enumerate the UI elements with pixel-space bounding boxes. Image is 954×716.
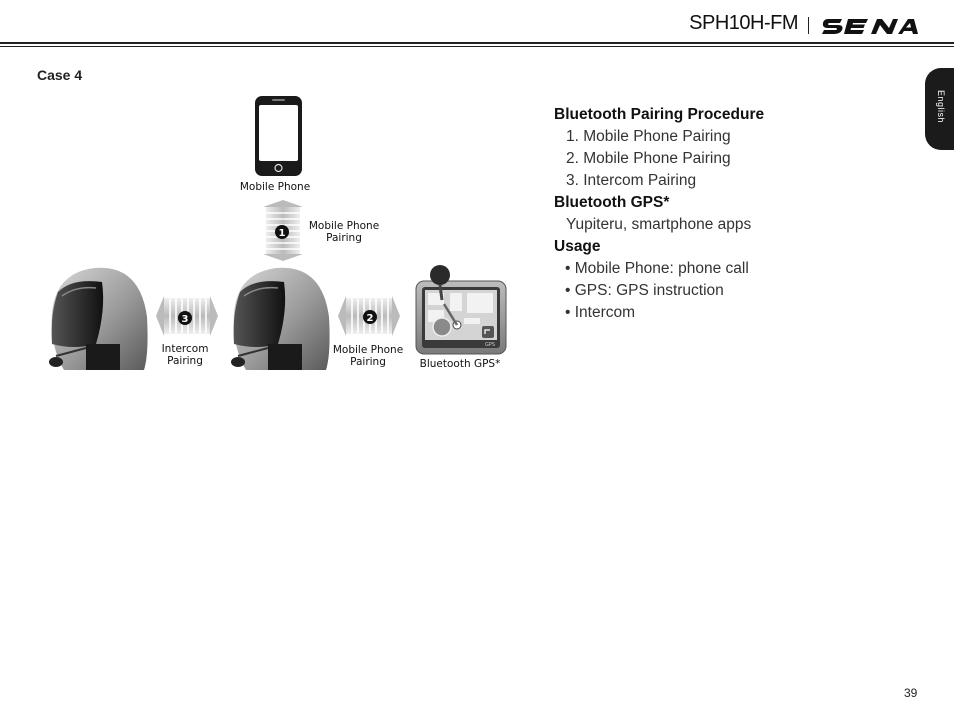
pairing-procedure-heading: Bluetooth Pairing Procedure (554, 106, 765, 123)
header-separator (808, 17, 809, 34)
gps-label: Bluetooth GPS* (419, 358, 501, 370)
helmet-icon-left (49, 268, 148, 370)
case-title: Case 4 (37, 67, 83, 83)
bullet-glyph: • (565, 282, 571, 299)
step-badge-2 (363, 310, 377, 324)
mobile-phone-label: Mobile Phone (239, 181, 311, 193)
step-badge-3 (178, 311, 192, 325)
bullet-glyph: • (565, 304, 571, 321)
step1-label-line2: Pairing (326, 232, 362, 244)
step2-label (326, 344, 410, 368)
language-tab (925, 68, 954, 150)
gps-heading: Bluetooth GPS* (554, 194, 670, 211)
step1-label (302, 220, 386, 244)
usage-item (554, 280, 894, 302)
pairing-step: 2. Mobile Phone Pairing (566, 150, 731, 167)
language-label: English (936, 90, 946, 124)
step3-label-line1: Intercom (161, 343, 209, 355)
svg-text:3: 3 (181, 314, 189, 325)
gps-screen-text: GPS (485, 342, 496, 348)
pairing-info (554, 104, 894, 324)
step2-label-line2: Pairing (350, 356, 386, 368)
step2-label-line1: Mobile Phone (332, 344, 404, 356)
usage-item-text: Intercom (574, 304, 636, 321)
pairing-diagram (44, 92, 514, 377)
usage-heading: Usage (554, 238, 601, 255)
header-rule-thin (0, 46, 954, 47)
pairing-step: 1. Mobile Phone Pairing (566, 128, 731, 145)
header-rule (0, 42, 954, 44)
step1-label-line1: Mobile Phone (308, 220, 380, 232)
usage-item (554, 302, 894, 324)
usage-item-text: GPS: GPS instruction (574, 282, 724, 299)
page-number: 39 (904, 686, 918, 700)
gps-value: Yupiteru, smartphone apps (566, 216, 752, 233)
mobile-phone-icon (255, 96, 302, 176)
sena-logo (822, 14, 918, 36)
usage-item (554, 258, 894, 280)
gps-device-icon (416, 265, 506, 354)
svg-text:2: 2 (366, 313, 374, 324)
product-title: SPH10H-FM (689, 12, 798, 34)
svg-text:1: 1 (278, 228, 286, 239)
bullet-glyph: • (565, 260, 571, 277)
step3-label (148, 343, 222, 367)
pairing-step: 3. Intercom Pairing (566, 172, 697, 189)
usage-item-text: Mobile Phone: phone call (574, 260, 749, 277)
step3-label-line2: Pairing (167, 355, 203, 367)
step-badge-1 (275, 225, 289, 239)
helmet-icon-center (231, 268, 330, 370)
